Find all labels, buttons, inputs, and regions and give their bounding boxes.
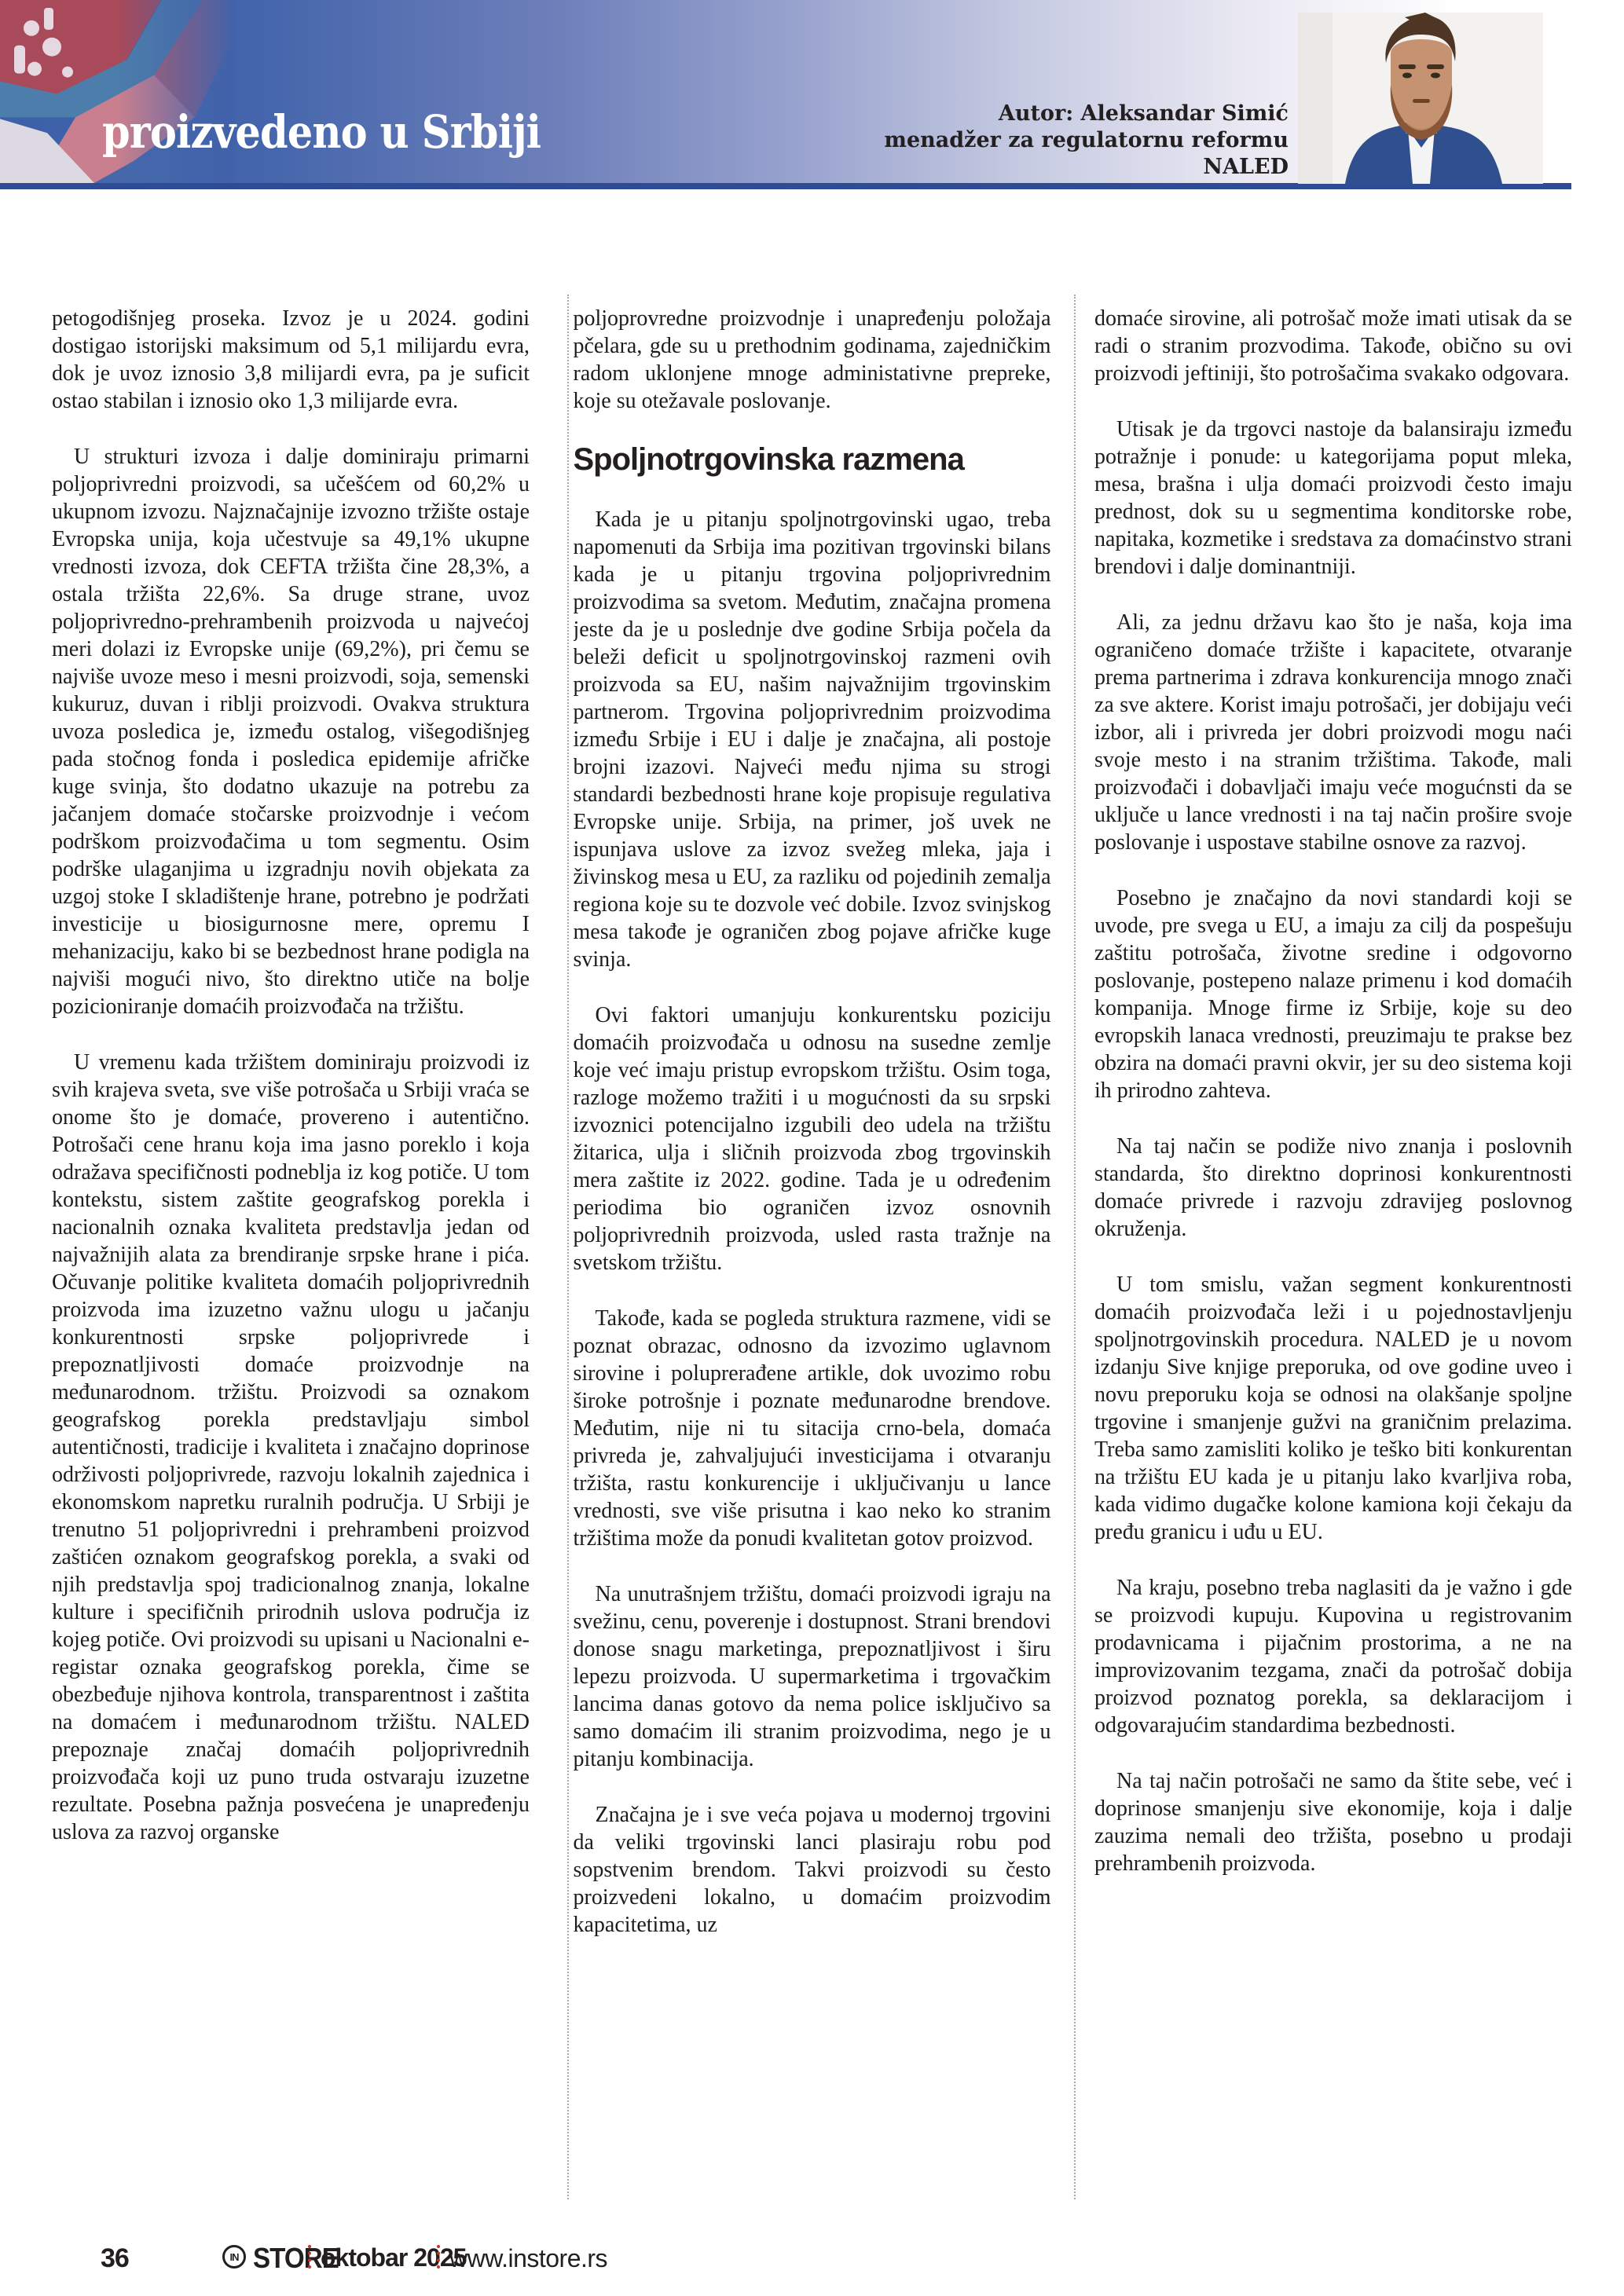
paragraph: Na kraju, posebno treba naglasiti da je važno i gde se proizvodi kupuju. Kupovina u registrovanim prodavnicama i pijačnim prostorima, a ne na improvizovanim tezgama, znači da potrošač dobija proizvod poznatog porekla, sa deklaracijom i odgovarajućim standardima bezbednosti. <box>1094 1576 1572 1738</box>
paragraph: Takođe, kada se pogleda struktura razmene, vidi se poznat obrazac, odnosno da izvozimo uglavnom sirovine i poluprerađene artikle, dok uvozimo robu široke potrošnje i poznate međunarodne brendove. Međutim, nije ni tu sitacija crno-bela, domaća privreda je, zahvaljujući investicijama i otvaranju tržišta, rastu konkurencije i uključivanju u lance vrednosti, sve više prisutna i kao neko ko stranim tržištima može da ponudi kvalitetan gotov proizvod. <box>573 1306 1051 1551</box>
section-heading: Spoljnotrgovinska razmena <box>573 442 964 477</box>
paragraph: Na unutrašnjem tržištu, domaći proizvodi igraju na svežinu, cenu, poverenje i dostupnost. Strani brendovi donose snagu marketinga, prepoznatljivost i širu lepezu proizvoda. U supermarketima i trgovačkim lancima danas gotovo da nema police isključivo sa samo domaćim ili stranim proizvodima, nego je u pitanju kombinacija. <box>573 1582 1051 1771</box>
author-name: Autor: Aleksandar Simić <box>998 101 1289 126</box>
paragraph: U strukturi izvoza i dalje dominiraju primarni poljoprivredni proizvodi, sa učešćem od 60,2% u ukupnom izvozu. Najznačajnije izvozno tržište ostaje Evropska unija, koja učestvuje sa 49,1% ukupne vrednosti izvoza, dok CEFTA tržišta čine 28,3%, a ostala tržišta 22,6%. Sa druge strane, uvoz poljoprivredno-prehrambenih proizvoda u najvećoj meri dolazi iz Evropske unije (69,2%), pri čemu se najviše uvoze meso i mesni proizvodi, soja, semenski kukuruz, duvan i riblji proizvodi. Ovakva struktura uvoza posledica je, između ostalog, višegodišnjeg pada stočnog fonda i posledica epidemije afričke kuge svinja, što dodatno ukazuje na potrebu za jačanjem domaće stočarske proizvodnje i većom podrškom proizvođačima u tom segmentu. Osim podrške ulaganjima u izgradnju novih objekata za uzgoj stoke I skladištenje hrane, potrebno je podržati investicije u biosigurnosne mere, opremu I mehanizaciju, kako bi se bezbednost hrane podigla na najviši mogući nivo, što direktno utiče na bolje pozicioniranje domaćih proizvođača na tržištu. <box>52 445 530 1019</box>
paragraph: U vremenu kada tržištem dominiraju proizvodi iz svih krajeva sveta, sve više potrošača u Srbiji vraća se onome što je domaće, provereno i autentično. Potrošači cene hranu koja ima jasno poreklo i koja odražava specifičnosti podneblja iz kog potiče. U tom kontekstu, sistem zaštite geografskog porekla i nacionalnih oznaka kvaliteta predstavlja jedan od najvažnijih alata za brendiranje srpske hrane i pića. Očuvanje politike kvaliteta domaćih poljoprivrednih proizvoda ima izuzetno važnu ulogu u jačanju konkurentnosti srpske poljoprivrede i prepoznatljivosti domaće proizvodnje na međunarodnom. tržištu. Proizvodi sa oznakom geografskog porekla predstavljaju simbol autentičnosti, tradicije i kvaliteta i značajno doprinose održivosti poljoprivrede, razvoju lokalnih zajednica i ekonomskom napretku ruralnih područja. U Srbiji je trenutno 51 poljoprivredni i prehrambeni proizvod zaštićen oznakom geografskog porekla, a svaki od njih predstavlja spoj tradicionalnog znanja, lokalne kulture i specifičnih prirodnih uslova područja iz kojeg potiče. Ovi proizvodi su upisani u Nacionalni e-registar oznaka geografskog porekla, čime se obezbeđuje njihova kontrola, transparentnost i zaštita na domaćem i međunarodnom tržištu. NALED prepoznaje značaj domaćih poljoprivrednih proizvođača koji uz puno truda ostvaraju izuzetne rezultate. Posebna pažnja posvećena je unapređenju uslova za razvoj organske <box>52 1050 530 1844</box>
paragraph: Na taj način se podiže nivo znanja i poslovnih standarda, što direktno doprinosi konkurentnosti domaće privrede i razvoju zdravijeg poslovnog okruženja. <box>1094 1134 1572 1241</box>
article-body <box>52 305 1572 2202</box>
dot-separator-icon <box>308 2245 311 2269</box>
paragraph: domaće sirovine, ali potrošač može imati utisak da se radi o stranim prozvodima. Takođe, obično su ovi proizvodi jeftiniji, što potrošačima svakako odgovara. <box>1094 306 1572 386</box>
column-2 <box>574 305 1051 2202</box>
instore-logo-icon: IN <box>222 2245 246 2269</box>
author-organization: NALED <box>1203 155 1289 179</box>
author-role: menadžer za regulatornu reformu <box>884 128 1289 152</box>
website-url: www.instore.rs <box>449 2244 608 2272</box>
paragraph: poljoprovredne proizvodnje i unapređenju položaja pčelara, gde su u prethodnim godinama, zajedničkim radom uklonjene mnoge administativne prepreke, koje su otežavale poslovanje. <box>573 306 1051 413</box>
page-number: 36 <box>101 2243 129 2273</box>
paragraph: Ovi faktori umanjuju konkurentsku poziciju domaćih proizvođača u odnosu na susedne zemlje koje već imaju pristup evropskom tržištu. Osim toga, razloge možemo tražiti i u mogućnosti da su srpski izvoznici potencijalno izgubili deo udela na tržištu žitarica, ulja i sličnih proizvoda zbog trgovinskih mera zaštite iz 2022. godine. Tada je u određenim periodima bio ograničen izvoz osnovnih poljoprivrednih proizvoda, usled rasta tražnje na svetskom tržištu. <box>573 1003 1051 1275</box>
paragraph: Na taj način potrošači ne samo da štite sebe, već i doprinose smanjenju sive ekonomije, koja i dalje zauzima nemali deo tržišta, posebno u prodaji prehrambenih proizvoda. <box>1094 1769 1572 1876</box>
column-1 <box>52 305 530 2202</box>
paragraph: Posebno je značajno da novi standardi koji se uvode, pre svega u EU, a imaju za cilj da pospešuju zaštitu potrošača, životne sredine i odgovorno poslovanje, postepeno nalaze primenu i kod domaćih kompanija. Mnoge firme iz Srbije, koje su deo evropskih lanaca vrednosti, preuzimaju te prakse bez obzira na domaći pravni okvir, jer su deo sistema koji ih prirodno zahteva. <box>1094 886 1572 1103</box>
page-footer <box>0 2239 1624 2278</box>
author-photo <box>1298 13 1543 184</box>
paragraph: U tom smislu, važan segment konkurentnosti domaćih proizvođača leži i u pojednostavljenju spoljnotrgovinskih procedura. NALED je u novom izdanju Sive knjige preporuka, od ove godine uveo i novu preporuku koja se odnosi na olakšanje spoljne trgovine i smanjenje gužvi na graničnim prelazima. Treba samo zamisliti koliko je teško biti konkurentan na tržištu EU kada je u pitanju lako kvarljiva roba, kada vidimo dugačke kolone kamiona koji čekaju da pređu granicu i uđu u EU. <box>1094 1273 1572 1544</box>
paragraph: Značajna je i sve veća pojava u modernoj trgovini da veliki trgovinski lanci plasiraju robu pod sopstvenim brendom. Takvi proizvodi su često proizvedeni lokalno, u domaćim proizvodim kapacitetima, uz <box>573 1803 1051 1937</box>
header-rule <box>0 183 1571 189</box>
author-block <box>707 101 1289 181</box>
column-3 <box>1094 305 1572 2202</box>
paragraph: Utisak je da trgovci nastoje da balansiraju između potražnje i ponude: u kategorijama poput mleka, mesa, brašna i ulja domaći proizvodi često imaju prednost, dok su u segmentima konditorske robe, napitaka, kozmetike i sredstava za domaćinstvo strani brendovi i dalje dominantniji. <box>1094 417 1572 579</box>
paragraph: Ali, za jednu državu kao što je naša, koja ima ograničeno domaće tržište i kapacitete, otvaranje prema partnerima i zdrava konkurencija mnogo znači za sve aktere. Korist imaju potrošači, jer dobijaju veći izbor, ali i privreda jer dobri proizvodi mogu naći svoje mesto i na stranim tržištima. Takođe, mali proizvođači i dobavljači imaju veće mogućnsti da se uključe u lance vrednosti i na taj način prošire svoje poslovanje i uspostave stabilne osnove za razvoj. <box>1094 610 1572 855</box>
store-wordmark: STORE <box>253 2242 339 2274</box>
paragraph: petogodišnjeg proseka. Izvoz je u 2024. godini dostigao istorijski maksimum od 5,1 milijardu evra, dok je uvoz iznosio 3,8 milijardi evra, pa je suficit ostao stabilan i iznosio oko 1,3 milijarde evra. <box>52 306 530 413</box>
paragraph: Kada je u pitanju spoljnotrgovinski ugao, treba napomenuti da Srbija ima pozitivan trgovinski bilans kada je u pitanju trgovina poljoprivrednim proizvodima sa svetom. Međutim, značajna promena jeste da je u poslednje dve godine Srbija počela da beleži deficit u spoljnotrgovinskoj razmeni ovih proizvoda sa EU, našim najvažnijim trgovinskim partnerom. Trgovina poljoprivrednim proizvodima između Srbije i EU i dalje je značajna, ali postoje brojni izazovi. Najveći među njima su strogi standardi bezbednosti hrane koje propisuje regulativa Evropske unije. Srbija, na primer, još uvek ne ispunjava uslove za izvoz svežeg mleka, jaja i živinskog mesa u EU, za razliku od pojedinih zemalja regiona koje su te dozvole već dobile. Izvoz svinjskog mesa takođe je ograničen zbog pojave afričke kuge svinja. <box>573 507 1051 972</box>
dot-separator-icon <box>437 2245 440 2269</box>
issue-date: oktobar 2025 <box>321 2243 467 2272</box>
page-title: proizvedeno u Srbiji <box>102 105 541 159</box>
